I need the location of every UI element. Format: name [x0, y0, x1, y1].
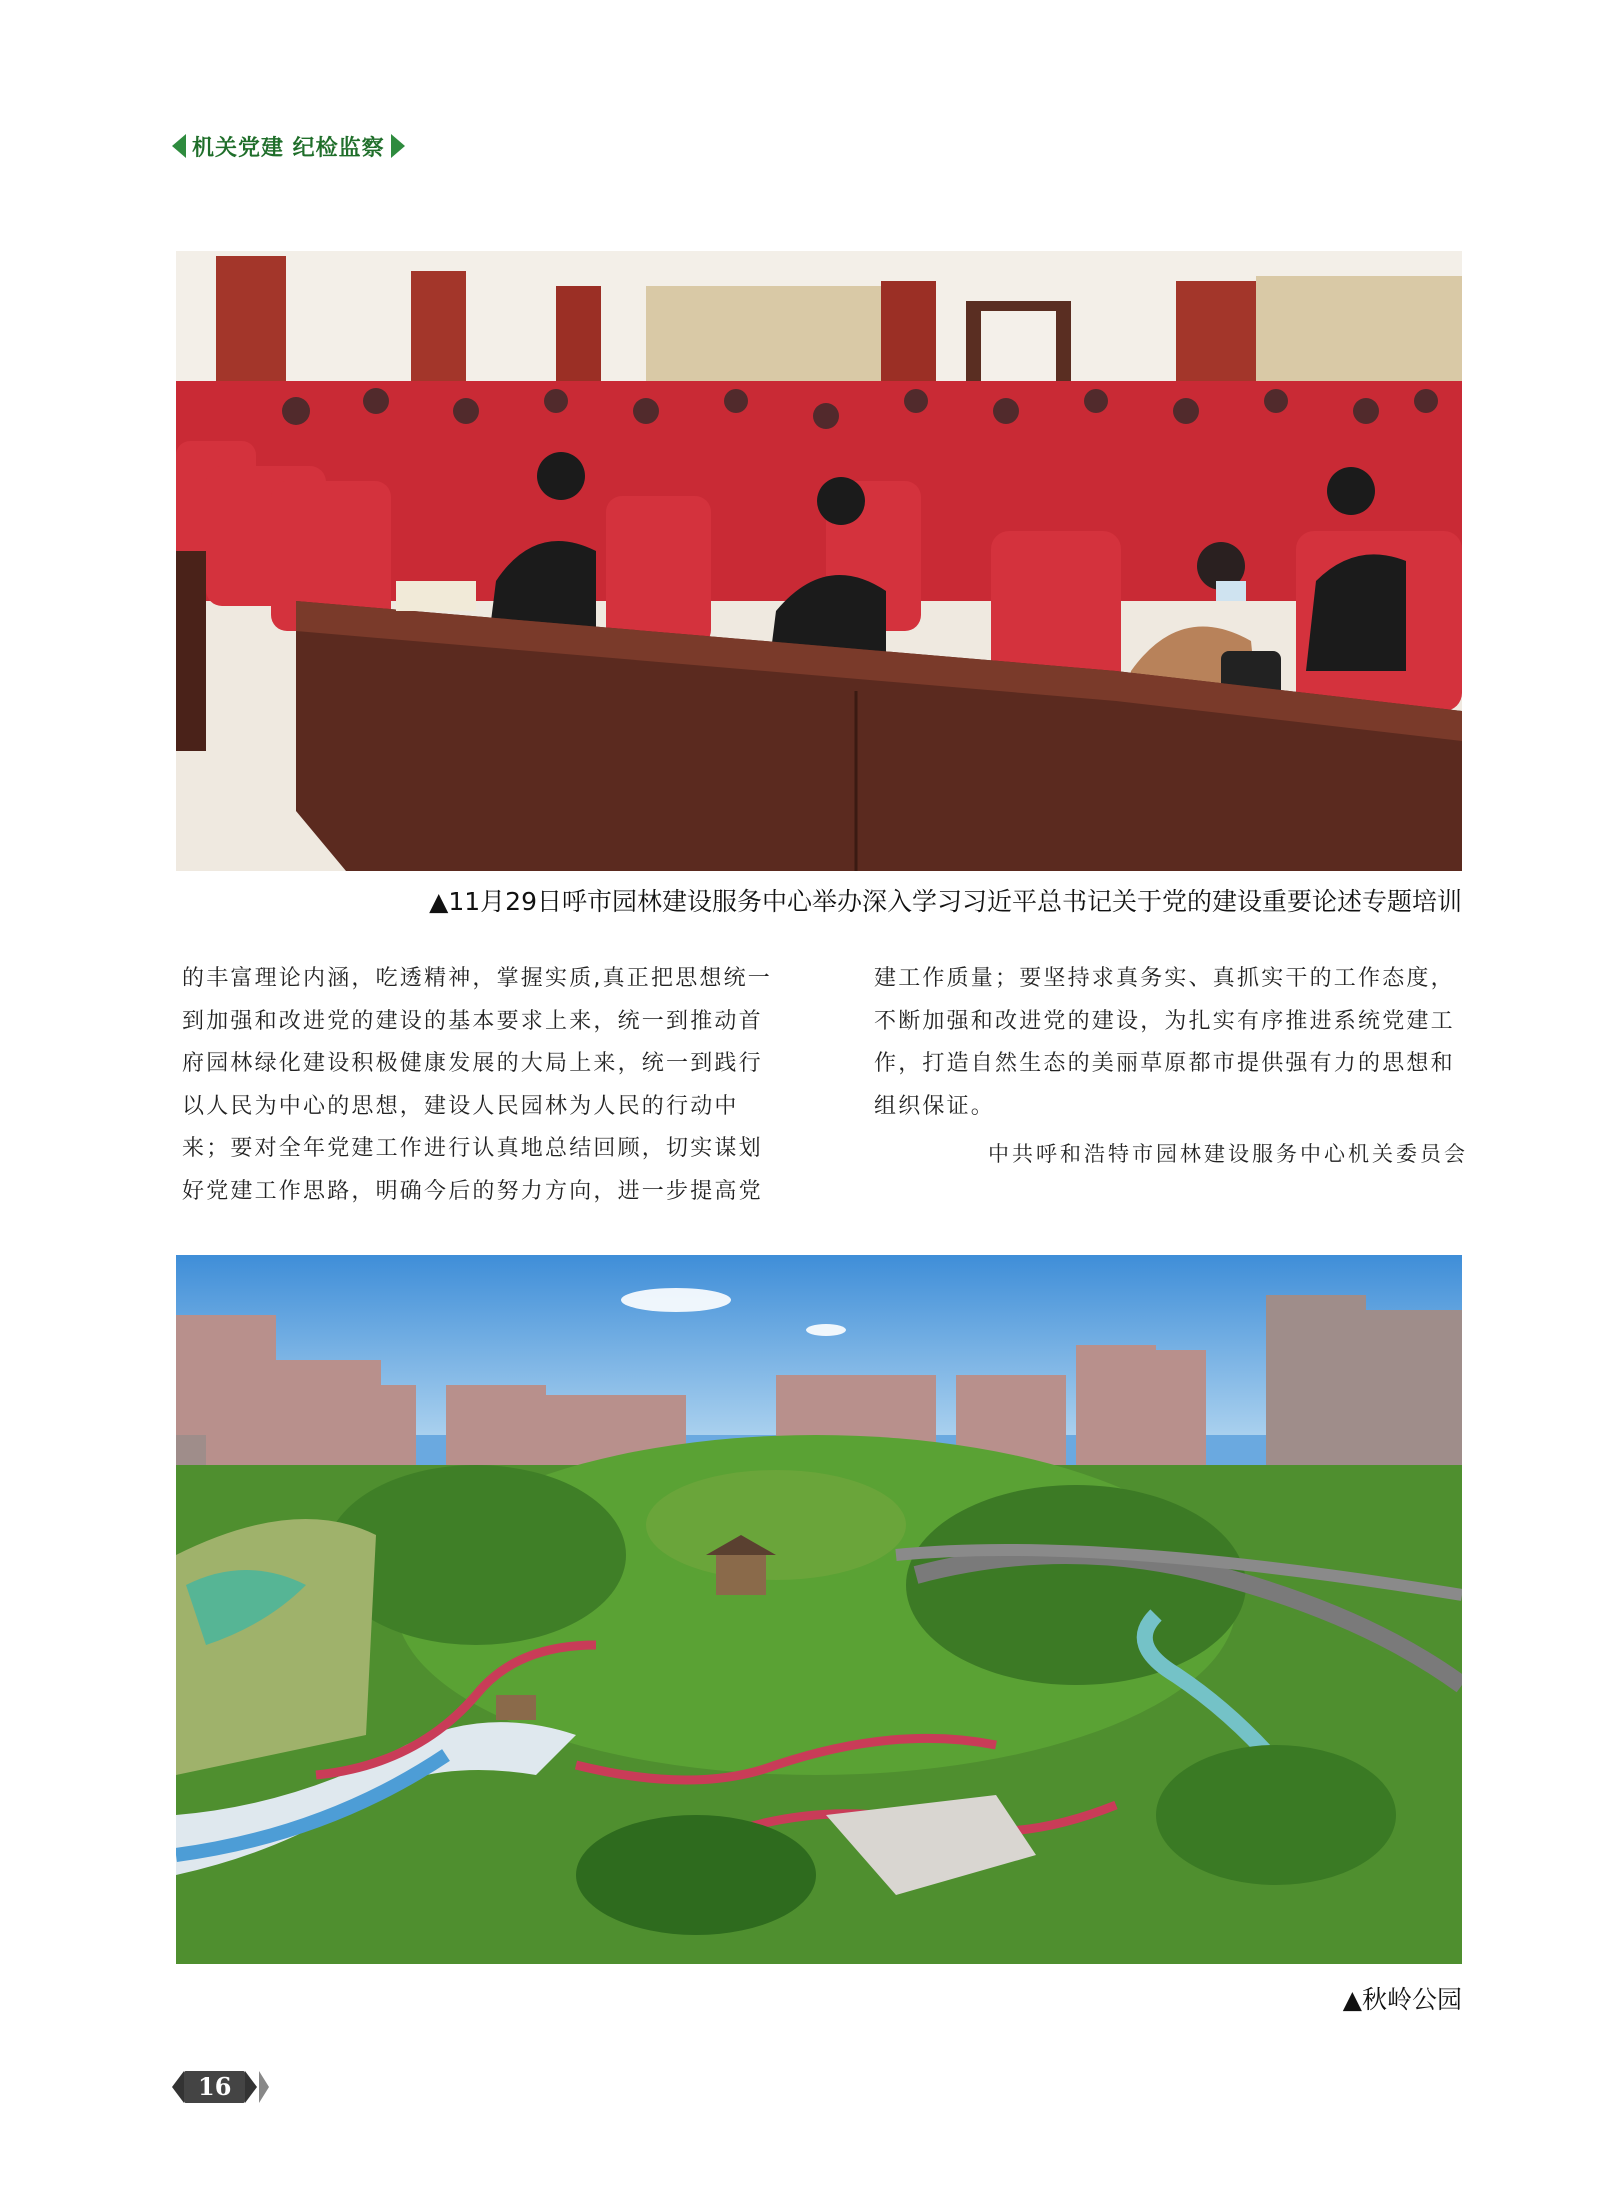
- meeting-photo: [176, 251, 1462, 871]
- article-line: 以人民为中心的思想，建设人民园林为人民的行动中: [182, 1093, 739, 1119]
- article-signature: 中共呼和浩特市园林建设服务中心机关委员会: [988, 1142, 1468, 1166]
- chevron-right-icon: [391, 134, 405, 158]
- article-line: 组织保证。: [874, 1093, 996, 1119]
- photo-caption: ▲11月29日呼市园林建设服务中心举办深入学习习近平总书记关于党的建设重要论述专题培训: [429, 887, 1462, 916]
- article-line: 府园林绿化建设积极健康发展的大局上来，统一到践行: [182, 1051, 763, 1076]
- section-tag-label: 机关党建 纪检监察: [192, 135, 385, 161]
- page-number-label: 16: [184, 2071, 245, 2103]
- article-line: 好党建工作思路，明确今后的努力方向，进一步提高党: [182, 1178, 763, 1204]
- article-column-left: [182, 958, 782, 1213]
- article-line: 作，打造自然生态的美丽草原都市提供强有力的思想和: [874, 1051, 1455, 1076]
- article-line: 到加强和改进党的建设的基本要求上来，统一到推动首: [182, 1008, 763, 1034]
- article-line: 建工作质量；要坚持求真务实、真抓实干的工作态度，: [874, 966, 1455, 991]
- chevron-right-icon: [245, 2071, 257, 2103]
- park-aerial-photo: [176, 1255, 1462, 1964]
- article-line: 的丰富理论内涵，吃透精神，掌握实质,真正把思想统一: [182, 966, 772, 991]
- article-column-right: [874, 958, 1474, 1128]
- section-tag: [172, 128, 405, 164]
- page-number: [172, 2065, 269, 2109]
- chevron-left-icon: [172, 134, 186, 158]
- chevron-left-icon: [172, 2071, 184, 2103]
- article-line: 不断加强和改进党的建设，为扎实有序推进系统党建工: [874, 1008, 1455, 1034]
- photo-caption: ▲秋岭公园: [1342, 1985, 1462, 2014]
- article-line: 来；要对全年党建工作进行认真地总结回顾，切实谋划: [182, 1136, 763, 1161]
- chevron-right-icon: [259, 2071, 269, 2103]
